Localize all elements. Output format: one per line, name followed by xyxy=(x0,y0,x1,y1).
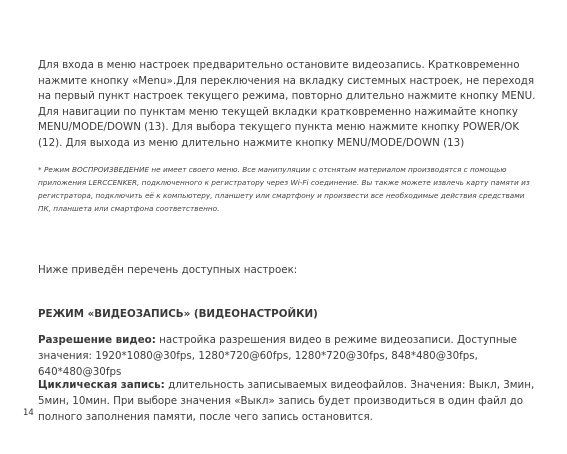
setting-description: длительность записываемых видеофайлов. Значения: Выкл, 3мин, 5мин, 10мин. При выборе значения «Выкл» запись будет производиться в один файл до полного заполнения памяти, после чего запись остановится. xyxy=(38,379,535,423)
footnote: * Режим ВОСПРОИЗВЕДЕНИЕ не имеет своего меню. Все манипуляции с отснятым материалом производятся с помощью приложения LERCCENKER, подключенного к регистратору через Wi-Fi соединение. Вы также можете извлечь карту памяти из регистратора, подключить её к компьютеру, планшету или смартфону и произвести все необходимые действия средствами ПК, планшета или смартфона соответственно. xyxy=(38,164,530,214)
intro-paragraph: Для входа в меню настроек предварительно остановите видеозапись. Кратковременно нажмите кнопку «Menu».Для переключения на вкладку системных настроек, не переходя на первый пункт настроек текущего режима, повторно длительно нажмите кнопку MENU. Для навигации по пунктам меню текущей вкладки кратковременно нажимайте кнопку MENU/MODE/DOWN (13). Для выбора текущего пункта меню нажмите кнопку POWER/OK (12). Для выхода из меню длительно нажмите кнопку MENU/MODE/DOWN (13) xyxy=(38,59,536,149)
setting-loop-recording xyxy=(38,378,538,425)
page-number: 14 xyxy=(23,408,34,418)
setting-label: Циклическая запись: xyxy=(38,379,165,391)
page-content xyxy=(38,58,538,423)
settings-list-intro: Ниже приведён перечень доступных настроек: xyxy=(38,264,298,276)
section-title: РЕЖИМ «ВИДЕОЗАПИСЬ» (ВИДЕОНАСТРОЙКИ) xyxy=(38,308,318,320)
setting-description: настройка разрешения видео в режиме видеозаписи. Доступные значения: 1920*1080@30fps, 1280*720@60fps, 1280*720@30fps, 848*480@30fps, 640*480@30fps xyxy=(38,334,518,378)
setting-label: Разрешение видео: xyxy=(38,334,156,346)
setting-video-resolution xyxy=(38,333,538,380)
